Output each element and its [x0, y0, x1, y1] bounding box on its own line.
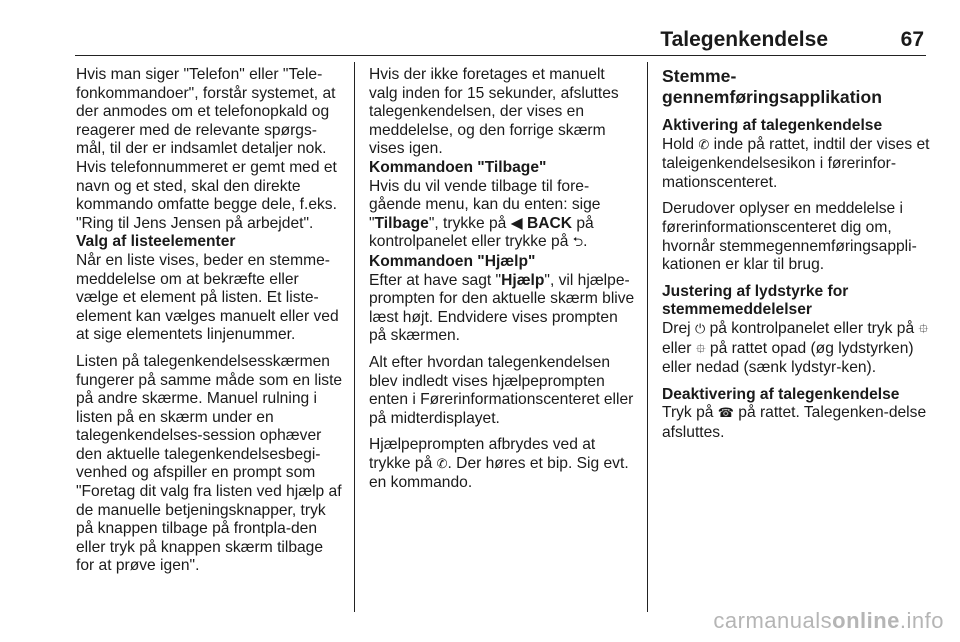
paragraph: Alt efter hvordan talegenkendelsen blev indledt vises hjælpeprompten enten i Førerinformationscenteret eller på midterdisplayet. [369, 353, 634, 427]
subsection-heading: Aktivering af talegenkendelse [662, 117, 883, 134]
paragraph: Hjælpeprompten afbrydes ved at trykke på ✆. Der høres et bip. Sig evt. en kommando. [369, 436, 629, 492]
section-title: Stemme-gennemføringsapplikation [662, 66, 882, 107]
voice-icon: ✆ [436, 456, 448, 472]
paragraph: Når en liste vises, beder en stemme-meddelelse om at bekræfte eller vælge et element på listen. Et liste-element kan vælges manuelt eller ved at sige elementets linjenummer. [76, 251, 339, 344]
paragraph: Hvis man siger "Telefon" eller "Tele-fonkommandoer", forstår systemet, at der anmodes om et telefonopkald og reagerer med de relevante spørgs-mål, til der er indsamlet detaljer nok. Hvis telefonnummeret er gemt med et navn og et sted, skal den direkte kommando omfatte begge dele, f.eks. "Ring til Jens Jensen på arbejdet". [76, 66, 337, 232]
back-arrow-icon: ⮌ [572, 235, 584, 251]
voice-icon: ✆ [698, 137, 710, 153]
volume-up-icon: ⯐ [918, 321, 929, 337]
section-heading: Kommandoen "Tilbage" [369, 158, 547, 176]
column-3 [662, 66, 930, 451]
paragraph: Efter at have sagt "Hjælp", vil hjælpe-prompten for den aktuelle skærm blive læst højt. Endvidere vises prompten på skærmen. [369, 271, 635, 345]
volume-down-icon: ⯐ [695, 341, 706, 357]
column-2 [369, 66, 637, 501]
back-button-label: ◀ BACK [510, 214, 573, 232]
watermark: carmanualsonline.info [713, 608, 944, 633]
column-1 [76, 66, 344, 584]
paragraph: Derudover oplyser en meddelelse i førerinformationscenteret dig om, hvornår stemmegennemføringsappli-kationen er klar til brug. [662, 200, 917, 274]
subsection-heading: Justering af lydstyrke for stemmemeddelelser [662, 282, 849, 319]
knob-icon: ⏻ [694, 321, 706, 337]
paragraph: Hvis du vil vende tilbage til fore-gående menu, kan du enten: sige "Tilbage", trykke på ◀ BACK på kontrolpanelet eller trykke på ⮌. [369, 177, 601, 251]
header-rule [75, 55, 926, 56]
paragraph: Listen på talegenkendelsesskærmen fungerer på samme måde som en liste på andre skærme. Manuel rulning i listen på en skærm under en talegenkendelses-session ophæver den aktuelle talegenkendelsesbegi-venhed og afspiller en prompt som "Foretag dit valg fra listen ved hjælp af de manuelle betjeningsknapper, tryk på knappen tilbage på frontpla-den eller tryk på knappen skærm tilbage for at prøve igen". [76, 352, 343, 575]
column-divider-2 [647, 62, 648, 612]
subsection-heading: Deaktivering af talegenkendelse [662, 385, 900, 403]
section-heading: Valg af listeelementer [76, 233, 236, 251]
section-heading: Kommandoen "Hjælp" [369, 252, 536, 270]
page-number: 67 [900, 28, 924, 51]
page-header [75, 28, 926, 58]
column-divider-1 [354, 62, 355, 612]
paragraph: Hold ✆ inde på rattet, indtil der vises et taleigenkendelsesikon i førerinfor-mationscenteret. [662, 135, 930, 191]
page-title: Talegenkendelse [660, 28, 828, 51]
hang-up-icon: ☎ [717, 406, 734, 422]
paragraph: Hvis der ikke foretages et manuelt valg inden for 15 sekunder, afsluttes talegenkendelsen, der vises en meddelelse, og den forrige skærm vises igen. [369, 66, 619, 158]
paragraph: Tryk på ☎ på rattet. Talegenken-delse afsluttes. [662, 404, 927, 441]
paragraph: Drej ⏻ på kontrolpanelet eller tryk på ⯐ eller ⯐ på rattet opad (øg lydstyrken) eller nedad (sænk lydstyr-ken). [662, 319, 929, 377]
